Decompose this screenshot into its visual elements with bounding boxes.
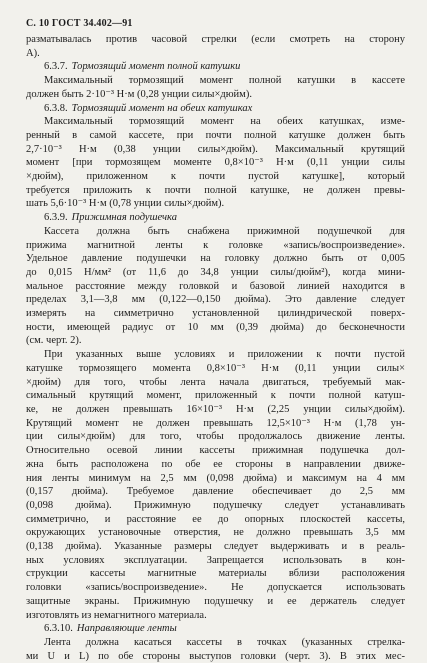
text-line: (0,138 дюйма). Указанные размеры следует выдерживать и в реаль- — [26, 541, 405, 553]
section-title: Направляющие ленты — [76, 623, 177, 635]
section-title: Тормозящий момент полной катушки — [71, 61, 241, 73]
text-line: окружающих установочные отверстия, не должно превышать 3,5 мм — [26, 527, 405, 539]
text-line: Крутящий момент не должен превышать 12,5×10⁻³ Н·м (1,78 ун- — [26, 417, 405, 429]
text-line: измерять на симметрично установленной цилиндрической поверх- — [26, 308, 405, 320]
text-line: момент [при тормозящем моменте 0,8×10⁻³ Н·м (0,11 унции силы — [26, 157, 405, 169]
text-line: ности, имеющей радиус от 10 мм (0,39 дюйма) до бесконечности — [26, 321, 405, 333]
section-heading — [26, 60, 405, 74]
text-line: жна быть расположена по обе ее стороны в направлении движе- — [26, 458, 405, 470]
text-line: защитные экраны. Прижимную подушечку и ее держатель следует — [26, 595, 405, 607]
text-line: струкции кассеты магнитные материалы вблизи расположения — [26, 568, 405, 580]
text-line: разматывалась против часовой стрелки (если смотреть на сторону — [26, 34, 405, 45]
text-line: Максимальный тормозящий момент на обеих катушках, изме- — [44, 116, 405, 128]
text-line: ке, не должен превышать 16×10⁻³ Н·м (2,25 унции силы×дюйм). — [26, 403, 405, 415]
text-line: ми U и L) по обе стороны выступов головки (черт. 3). В этих мес- — [26, 650, 405, 662]
text-line: шать 5,6·10⁻³ Н·м (0,78 унции силы×дюйм). — [26, 198, 225, 210]
text-line: изготовлять из немагнитного материала. — [26, 609, 207, 621]
text-line: ных условиях эксплуатации. Запрещается использовать в кон- — [26, 554, 405, 566]
body-text — [26, 33, 405, 663]
text-line: мальное расстояние между головкой и базовой линией находится в — [26, 280, 405, 292]
text-line: (см. черт. 2). — [26, 335, 82, 347]
text-line: (0,098 дюйма). Прижимную подушечку следует устанавливать — [26, 499, 405, 511]
section-title: Прижимная подушечка — [71, 212, 177, 224]
section-number: 6.3.9. — [44, 212, 68, 224]
section-number: 6.3.8. — [44, 102, 68, 114]
text-line: должен быть 2·10⁻³ Н·м (0,28 унции силы×дюйм). — [26, 88, 252, 100]
text-line: ×дюйм) для того, чтобы лента начала двигаться, требуемый мак- — [26, 376, 405, 388]
text-line: до 0,015 Н/мм² (от 11,6 до 34,8 унции силы/дюйм²), когда мини- — [26, 266, 405, 278]
text-line: симметрично, и расстояние ее до опорных плоскостей кассеты, — [26, 513, 405, 525]
text-line: ции силы×дюйм) для того, чтобы продолжалось движение ленты. — [26, 431, 405, 443]
section-number: 6.3.10. — [44, 623, 73, 635]
text-line: требуется приложить к почти полной катушке, не должен превы- — [26, 184, 405, 196]
text-line: Относительно осевой линии кассеты прижимная подушечка дол- — [26, 445, 405, 457]
text-line: ×дюйм), приложенном к почти пустой катушке], который — [26, 171, 405, 183]
text-line: Максимальный тормозящий момент полной катушки в кассете — [44, 75, 405, 87]
text-line: симальный крутящий момент, приложенный к почти полной катуш- — [26, 390, 405, 402]
text-line: катушке тормозящего момента 0,8×10⁻³ Н·м (0,11 унции силы× — [26, 362, 405, 374]
text-line: ренный в самой кассете, при почти полной катушке должен быть — [26, 129, 405, 141]
text-line: прижима магнитной ленты к головке «запись/воспроизведение». — [26, 239, 405, 251]
page-header: С. 10 ГОСТ 34.402—91 — [26, 18, 133, 29]
text-line: 2,7·10⁻³ Н·м (0,38 унции силы×дюйм). Максимальный крутящий — [26, 143, 405, 155]
section-heading — [26, 622, 405, 636]
text-line: Кассета должна быть снабжена прижимной подушечкой для — [44, 225, 405, 237]
section-heading — [26, 211, 405, 225]
section-heading — [26, 102, 405, 116]
section-title: Тормозящий момент на обеих катушках — [71, 102, 253, 114]
text-line: ния ленты минимум на 2,5 мм (0,098 дюйма) и максимум на 4 мм — [26, 472, 405, 484]
text-line: При указанных выше условиях и приложении к почти пустой — [44, 349, 405, 361]
text-line: (0,157 дюйма). Требуемое давление обеспечивает до 2,5 мм — [26, 486, 405, 498]
section-number: 6.3.7. — [44, 61, 68, 73]
text-line: А). — [26, 47, 40, 59]
text-line: головки «запись/воспроизведение». Не допускается использовать — [26, 582, 405, 594]
text-line: Лента должна касаться кассеты в точках (указанных стрелка- — [44, 636, 405, 648]
text-line: пределах 3,1—3,8 мм (0,122—0,150 дюйма). Это давление следует — [26, 294, 405, 306]
text-line: Удельное давление подушечки на головку должно быть от 0,005 — [26, 253, 405, 265]
